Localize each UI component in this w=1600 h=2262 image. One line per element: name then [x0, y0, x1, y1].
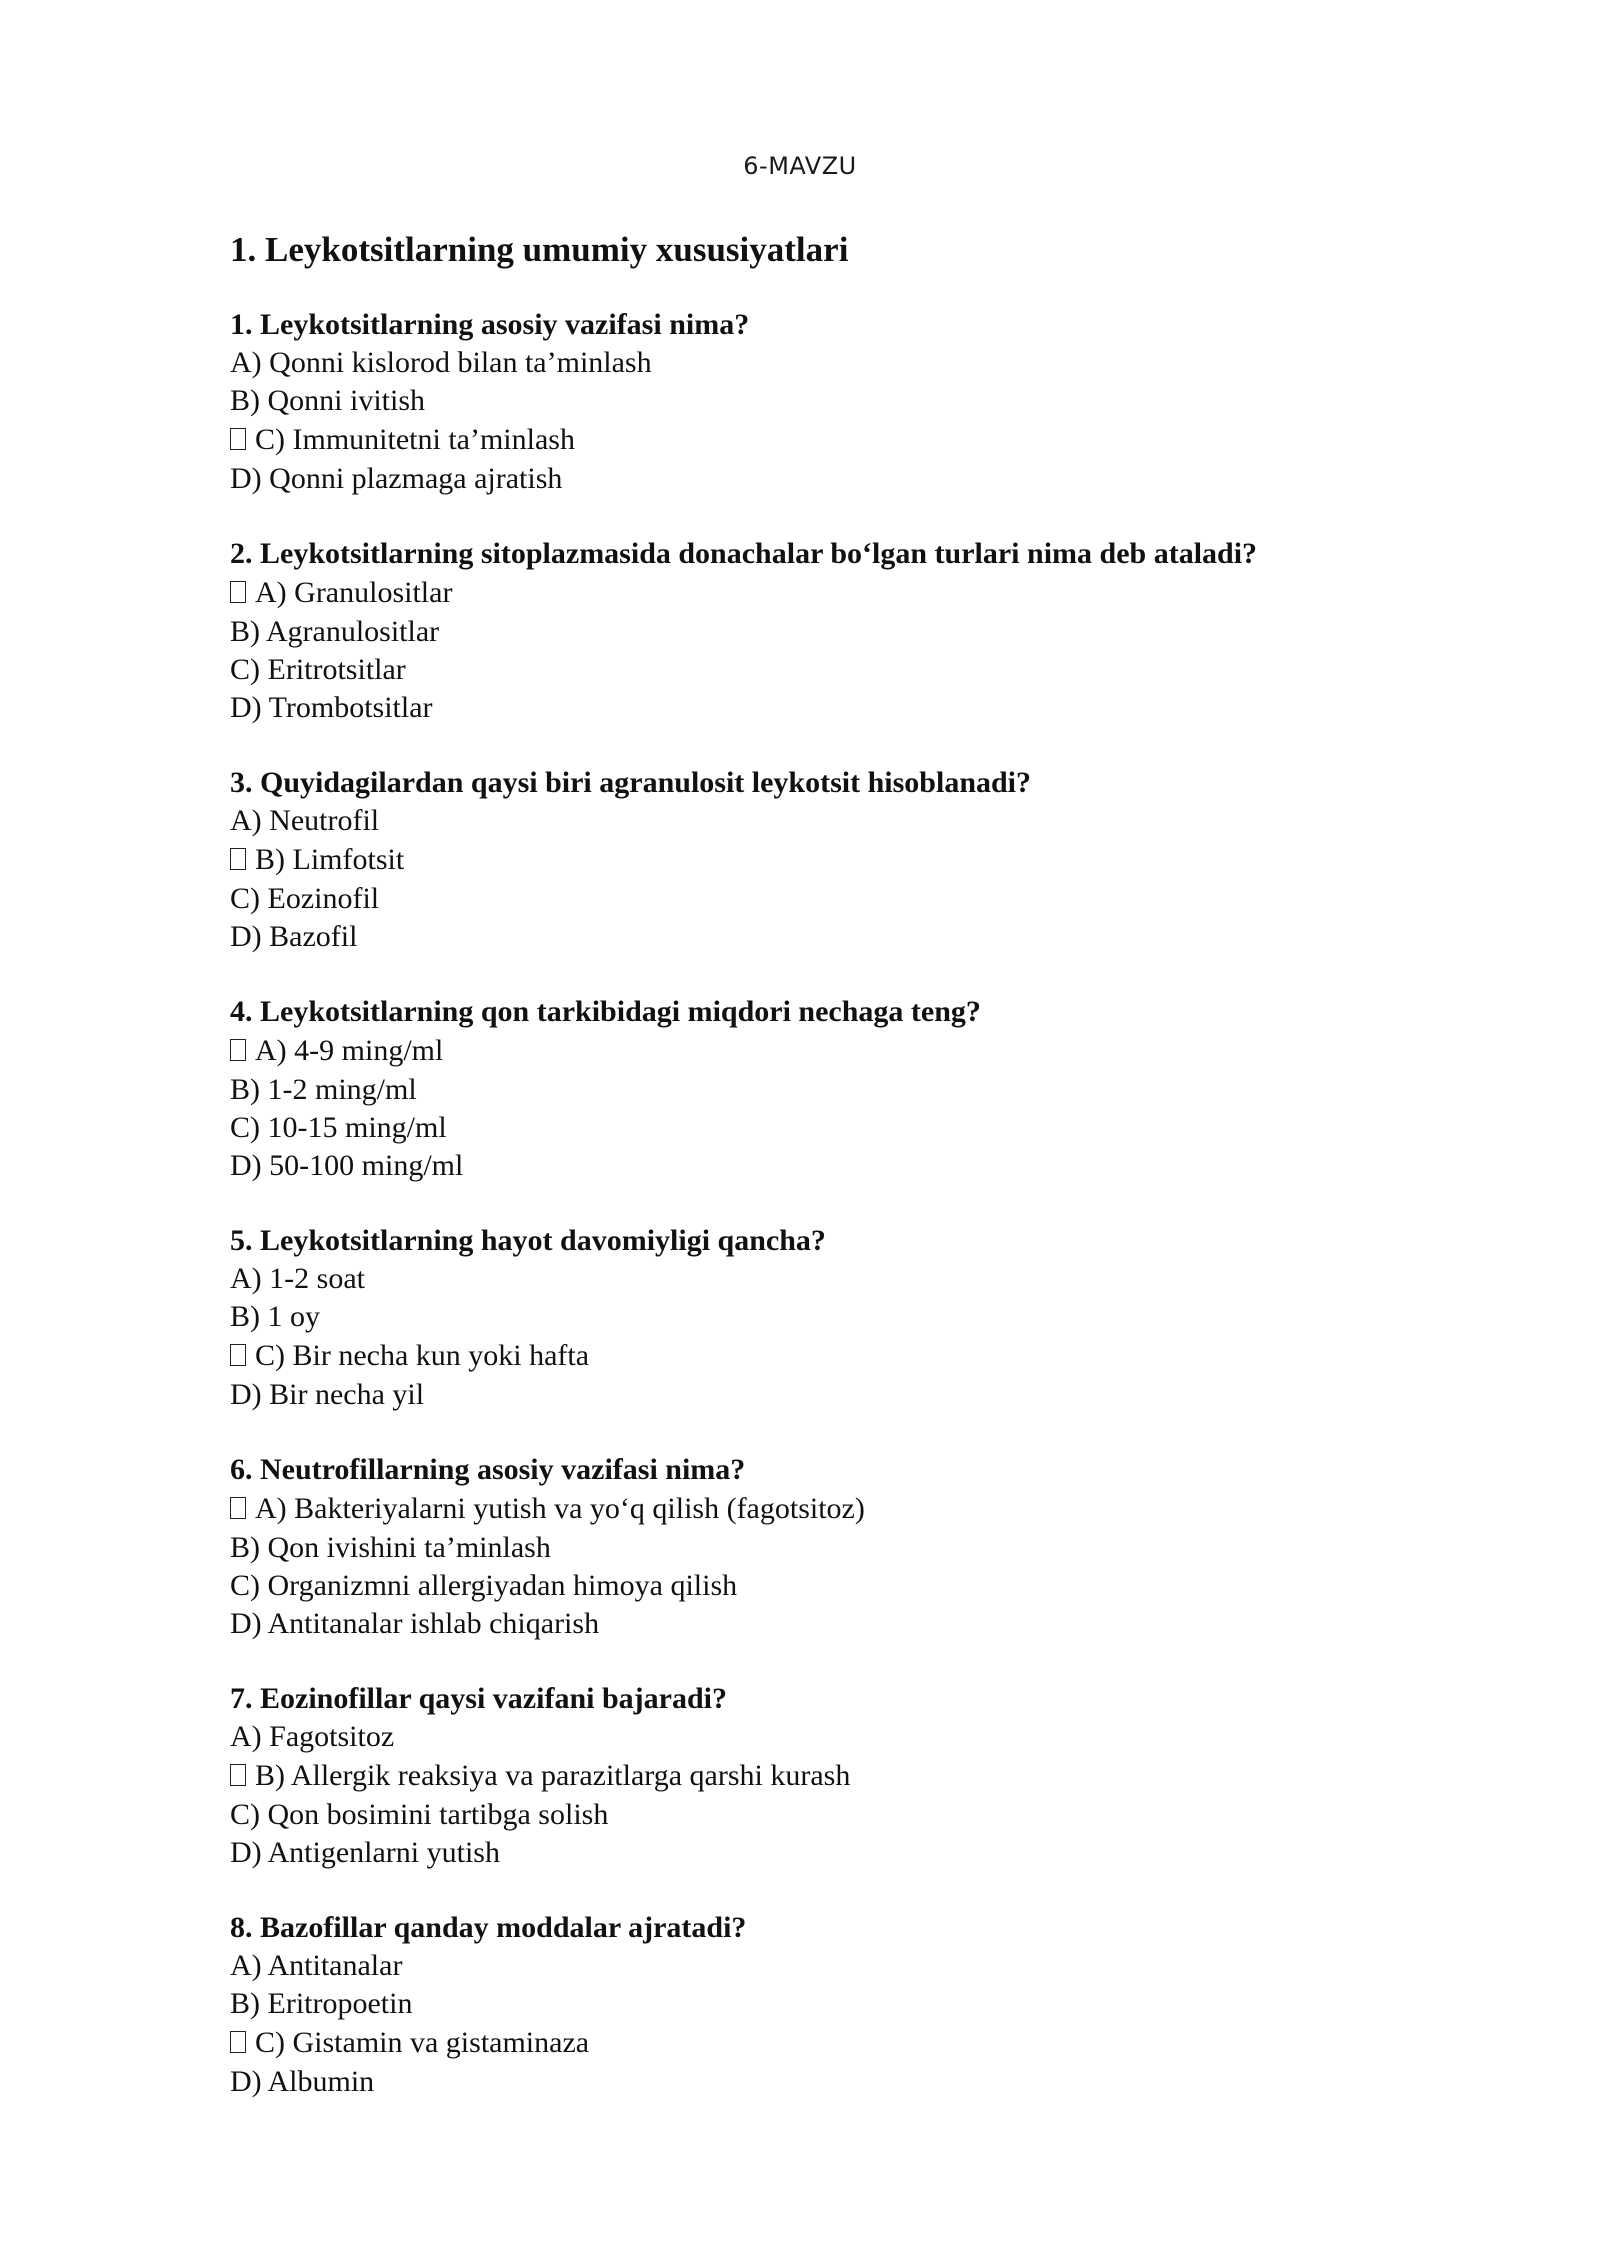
missing-glyph-box-icon	[230, 1497, 246, 1519]
answer-option	[230, 1985, 1430, 2023]
question-text: 1. Leykotsitlarning asosiy vazifasi nima?	[230, 308, 750, 341]
answer-option-correct	[230, 420, 1430, 460]
answer-option-label: C) Eritrotsitlar	[230, 653, 406, 686]
missing-glyph-box-icon	[230, 1039, 246, 1061]
answer-option-label: C) Bir necha kun yoki hafta	[255, 1339, 590, 1372]
missing-glyph-box-icon	[230, 1764, 246, 1786]
question-text: 5. Leykotsitlarning hayot davomiyligi qancha?	[230, 1224, 826, 1257]
missing-glyph-box-icon	[230, 581, 246, 603]
answer-option-label: D) Trombotsitlar	[230, 691, 433, 724]
answer-option-label: D) Antigenlarni yutish	[230, 1836, 500, 1869]
missing-glyph-box-icon	[230, 428, 246, 450]
answer-option-correct	[230, 1031, 1430, 1071]
question-block	[230, 1680, 1430, 1872]
question-block	[230, 993, 1430, 1185]
answer-option-label: C) Gistamin va gistaminaza	[255, 2026, 590, 2059]
answer-option-label: A) 1-2 soat	[230, 1262, 365, 1295]
answer-option-label: C) Qon bosimini tartibga solish	[230, 1798, 609, 1831]
question-text: 4. Leykotsitlarning qon tarkibidagi miqdori nechaga teng?	[230, 995, 981, 1028]
answer-option	[230, 1796, 1430, 1834]
answer-option-label: B) Eritropoetin	[230, 1987, 413, 2020]
answer-option-label: D) Bir necha yil	[230, 1378, 425, 1411]
answer-option-label: D) Bazofil	[230, 920, 358, 953]
answer-option-label: C) Organizmni allergiyadan himoya qilish	[230, 1569, 738, 1602]
answer-option-label: A) Granulositlar	[255, 576, 453, 609]
answer-option-correct	[230, 840, 1430, 880]
answer-option	[230, 1147, 1430, 1185]
answer-option-label: A) Fagotsitoz	[230, 1720, 395, 1753]
answer-option-label: B) Allergik reaksiya va parazitlarga qarshi kurash	[255, 1759, 851, 1792]
answer-option-label: D) Antitanalar ishlab chiqarish	[230, 1607, 600, 1640]
question-text: 8. Bazofillar qanday moddalar ajratadi?	[230, 1911, 747, 1944]
section-title: 1. Leykotsitlarning umumiy xususiyatlari	[230, 230, 849, 269]
answer-option	[230, 651, 1430, 689]
question-block	[230, 1222, 1430, 1414]
missing-glyph-box-icon	[230, 1344, 246, 1366]
answer-option-correct	[230, 1489, 1430, 1529]
answer-option-label: B) Qonni ivitish	[230, 384, 426, 417]
missing-glyph-box-icon	[230, 2031, 246, 2053]
answer-option	[230, 613, 1430, 651]
question-block	[230, 764, 1430, 956]
question-text: 7. Eozinofillar qaysi vazifani bajaradi?	[230, 1682, 727, 1715]
answer-option	[230, 802, 1430, 840]
answer-option	[230, 1605, 1430, 1643]
answer-option	[230, 1718, 1430, 1756]
missing-glyph-box-icon	[230, 848, 246, 870]
answer-option-label: D) Albumin	[230, 2065, 375, 2098]
answer-option	[230, 460, 1430, 498]
question-text: 3. Quyidagilardan qaysi biri agranulosit leykotsit hisoblanadi?	[230, 766, 1032, 799]
answer-option-label: D) Qonni plazmaga ajratish	[230, 462, 563, 495]
answer-option-label: A) Neutrofil	[230, 804, 380, 837]
answer-option-label: A) Bakteriyalarni yutish va yo‘q qilish (fagotsitoz)	[255, 1492, 865, 1525]
answer-option	[230, 2063, 1430, 2101]
question-block	[230, 535, 1430, 727]
answer-option-label: C) Immunitetni ta’minlash	[255, 423, 575, 456]
answer-option-correct	[230, 2023, 1430, 2063]
question-block	[230, 306, 1430, 498]
answer-option-label: A) 4-9 ming/ml	[255, 1034, 444, 1067]
answer-option-label: A) Qonni kislorod bilan ta’minlash	[230, 346, 652, 379]
question-list	[230, 306, 1430, 2101]
answer-option	[230, 1947, 1430, 1985]
answer-option-correct	[230, 1336, 1430, 1376]
answer-option-label: C) Eozinofil	[230, 882, 380, 915]
answer-option	[230, 918, 1430, 956]
answer-option	[230, 1260, 1430, 1298]
document-content	[230, 228, 1430, 2138]
answer-option-label: B) 1 oy	[230, 1300, 320, 1333]
page-header: 6-MAVZU	[743, 152, 857, 180]
question-text: 2. Leykotsitlarning sitoplazmasida donachalar bo‘lgan turlari nima deb ataladi?	[230, 537, 1258, 570]
answer-option	[230, 1298, 1430, 1336]
answer-option	[230, 1834, 1430, 1872]
answer-option-label: B) 1-2 ming/ml	[230, 1073, 417, 1106]
question-block	[230, 1909, 1430, 2101]
answer-option	[230, 382, 1430, 420]
answer-option-correct	[230, 1756, 1430, 1796]
answer-option-correct	[230, 573, 1430, 613]
answer-option	[230, 344, 1430, 382]
answer-option-label: A) Antitanalar	[230, 1949, 403, 1982]
answer-option	[230, 1109, 1430, 1147]
answer-option-label: C) 10-15 ming/ml	[230, 1111, 447, 1144]
answer-option-label: B) Agranulositlar	[230, 615, 440, 648]
question-text: 6. Neutrofillarning asosiy vazifasi nima?	[230, 1453, 746, 1486]
answer-option-label: B) Limfotsit	[255, 843, 405, 876]
answer-option	[230, 689, 1430, 727]
question-block	[230, 1451, 1430, 1643]
answer-option	[230, 1376, 1430, 1414]
answer-option-label: D) 50-100 ming/ml	[230, 1149, 464, 1182]
answer-option	[230, 1071, 1430, 1109]
answer-option-label: B) Qon ivishini ta’minlash	[230, 1531, 551, 1564]
answer-option	[230, 880, 1430, 918]
answer-option	[230, 1567, 1430, 1605]
answer-option	[230, 1529, 1430, 1567]
